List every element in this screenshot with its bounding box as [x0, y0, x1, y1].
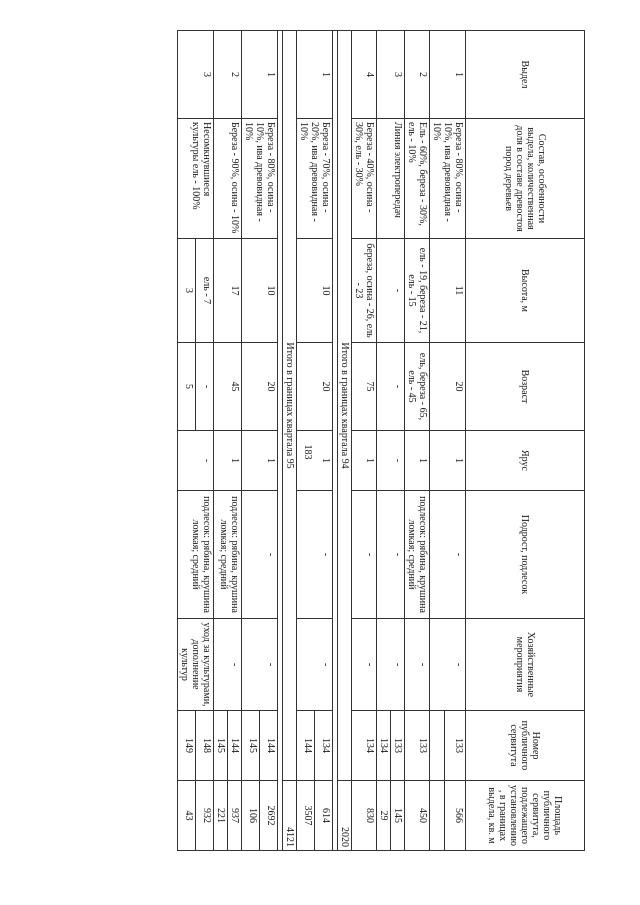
cell-meropr: - [242, 619, 278, 711]
total-label: Итого в границах квартала 95 [283, 31, 297, 781]
cell-vozrast: ель, береза - 65, ель - 45 [405, 343, 430, 431]
cell-vysota: береза, осина - 26, ель - 23 [352, 239, 377, 343]
cell-vozrast: 20 [242, 343, 278, 431]
cell-yarus: 1 [297, 431, 333, 491]
cell-nomer: 144 [297, 711, 315, 781]
cell-sostav: Береза - 80%, осина - 10%, ива древовидная - 10% [430, 119, 466, 239]
cell-ploshchad: 932 [196, 781, 214, 851]
cell-ploshchad: 29 [377, 781, 391, 851]
cell-yarus: 1 [405, 431, 430, 491]
cell-vydel: 1 [242, 31, 278, 119]
total-label: Итого в границах квартала 94 [338, 31, 352, 781]
cell-yarus: - [178, 431, 214, 491]
table-row [228, 31, 242, 851]
cell-sostav: Береза - 40%, осина - 30%, ель - 30% [352, 119, 377, 239]
cell-yarus: 1 [352, 431, 377, 491]
cell-vysota: ель - 19, береза - 21, ель - 15 [405, 239, 430, 343]
cell-podrost: подлесок: рябина, крушина ломкая; средний [178, 491, 214, 619]
cell-yarus: 1 [242, 431, 278, 491]
table-row [405, 31, 430, 851]
cell-sostav: Береза - 90%, осина - 10% [214, 119, 242, 239]
header-podrost: Подрост, подлесок [466, 491, 585, 619]
cell-nomer: 144 [228, 711, 242, 781]
cell-ploshchad: 2692 [260, 781, 278, 851]
header-nomer: Номер публичного сервитута [466, 711, 585, 781]
forest-servitude-table [177, 30, 585, 851]
cell-vysota: 17 [214, 239, 242, 343]
cell-sostav: Несомкнувшиеся культуры ель - 100% [178, 119, 214, 239]
table-row [352, 31, 377, 851]
header-ploshchad: Площадь публичного сервитута, подлежащего установлению, в границах выдела, кв. м [466, 781, 585, 851]
cell-vydel: 4 [352, 31, 377, 119]
cell-meropr: уход за культурами, дополнение культур [178, 619, 214, 711]
cell-nomer: 134 [377, 711, 391, 781]
cell-vysota: 3 [178, 239, 196, 343]
cell-nomer: 145 [214, 711, 228, 781]
cell-vysota: - [377, 239, 405, 343]
cell-meropr: - [430, 619, 466, 711]
cell-nomer: 134 [352, 711, 377, 781]
cell-vozrast: 5 [178, 343, 196, 431]
cell-nomer: 148 [196, 711, 214, 781]
cell-podrost: - [297, 491, 333, 619]
cell-vydel: 1 [297, 31, 333, 119]
cell-yarus: 1 [214, 431, 242, 491]
header-meropr: Хозяйственные мероприятия [466, 619, 585, 711]
cell-meropr: - [214, 619, 242, 711]
cell-sostav: Линия электропередач [377, 119, 405, 239]
total-row-quarter-94 [338, 31, 352, 851]
cell-sostav: Ель - 60%, береза - 30%, ель - 10% [405, 119, 430, 239]
spacer-row [278, 31, 283, 851]
cell-podrost: подлесок: рябина, крушина ломкая; средний [405, 491, 430, 619]
document-table-rotated [179, 30, 585, 850]
cell-vydel: 3 [377, 31, 405, 119]
page-number: 183 [302, 444, 313, 460]
cell-nomer: 149 [178, 711, 196, 781]
cell-sostav: Береза - 70%, осина - 20%, ива древовидная - 10% [297, 119, 333, 239]
total-value: 2020 [338, 781, 352, 851]
cell-vysota: 11 [430, 239, 466, 343]
cell-vydel: 1 [430, 31, 466, 119]
cell-ploshchad: 221 [214, 781, 228, 851]
cell-podrost: - [242, 491, 278, 619]
cell-ploshchad: 106 [242, 781, 260, 851]
cell-ploshchad: 450 [405, 781, 430, 851]
cell-vydel: 3 [178, 31, 214, 119]
table-row [260, 31, 278, 851]
cell-nomer: 133 [405, 711, 430, 781]
cell-meropr: - [405, 619, 430, 711]
cell-vozrast: 75 [352, 343, 377, 431]
cell-vydel: 2 [405, 31, 430, 119]
cell-vydel: 2 [214, 31, 242, 119]
cell-vysota: 10 [242, 239, 278, 343]
header-vozrast: Возраст [466, 343, 585, 431]
cell-ploshchad: 566 [445, 781, 466, 851]
cell-meropr: - [297, 619, 333, 711]
table-row [391, 31, 405, 851]
cell-meropr: - [377, 619, 405, 711]
cell-vysota: ель - 7 [196, 239, 214, 343]
cell-vozrast: - [377, 343, 405, 431]
total-value: 4121 [283, 781, 297, 851]
cell-podrost: подлесок: рябина, крушина ломкая; средний [214, 491, 242, 619]
cell-meropr: - [352, 619, 377, 711]
cell-nomer: 133 [391, 711, 405, 781]
cell-empty [430, 781, 445, 851]
header-vydel: Выдел [466, 31, 585, 119]
cell-vysota: 10 [297, 239, 333, 343]
table-row [445, 31, 466, 851]
cell-empty [430, 711, 445, 781]
cell-ploshchad: 937 [228, 781, 242, 851]
spacer-cell [278, 31, 283, 851]
spacer-row [333, 31, 338, 851]
cell-vozrast: 20 [430, 343, 466, 431]
cell-vozrast: - [196, 343, 214, 431]
cell-podrost: - [352, 491, 377, 619]
cell-ploshchad: 3507 [297, 781, 315, 851]
cell-vozrast: 20 [297, 343, 333, 431]
cell-podrost: - [430, 491, 466, 619]
cell-nomer: 144 [260, 711, 278, 781]
cell-ploshchad: 145 [391, 781, 405, 851]
table-row [315, 31, 333, 851]
spacer-cell [333, 31, 338, 851]
cell-ploshchad: 43 [178, 781, 196, 851]
cell-nomer: 134 [315, 711, 333, 781]
cell-yarus: - [377, 431, 405, 491]
header-vysota: Высота, м [466, 239, 585, 343]
header-sostav: Состав, особенности выдела, количественная доля в составе древостоя пород деревьев [466, 119, 585, 239]
cell-ploshchad: 830 [352, 781, 377, 851]
header-yarus: Ярус [466, 431, 585, 491]
header-row [466, 31, 585, 851]
cell-vozrast: 45 [214, 343, 242, 431]
table-row [196, 31, 214, 851]
total-row-quarter-95 [283, 31, 297, 851]
cell-podrost: - [377, 491, 405, 619]
cell-ploshchad: 614 [315, 781, 333, 851]
cell-nomer: 133 [445, 711, 466, 781]
cell-sostav: Береза - 80%, осина - 10%, ива древовидная - 10% [242, 119, 278, 239]
cell-yarus: 1 [430, 431, 466, 491]
cell-nomer: 145 [242, 711, 260, 781]
